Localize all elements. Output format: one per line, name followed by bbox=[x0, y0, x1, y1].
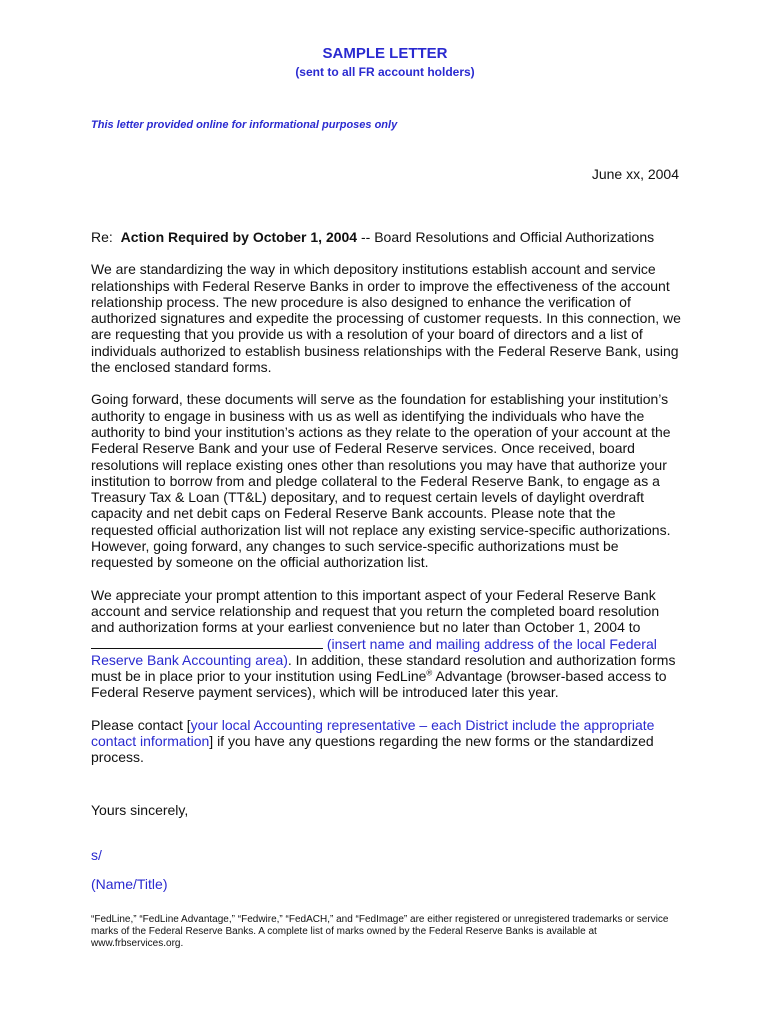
subject-line bbox=[91, 229, 681, 245]
paragraph-4-text-b: ] if you have any questions regarding the new forms or the standardized process. bbox=[91, 733, 654, 766]
paragraph-1: We are standardizing the way in which depository institutions establish account and service relationships with Federal Reserve Banks in order to improve the effectiveness of the account relationship process. The new procedure is also designed to enhance the verification of authorized signatures and expedite the processing of customer requests. In this connection, we are requesting that you provide us with a resolution of your board of directors and a list of individuals authorized to establish business relationships with the Federal Reserve Bank, using the enclosed standard forms. bbox=[91, 261, 681, 376]
re-prefix: Re: bbox=[91, 229, 113, 245]
paragraph-4-text-a: Please contact [ bbox=[91, 716, 191, 733]
re-subject: -- Board Resolutions and Official Authorizations bbox=[357, 229, 655, 245]
letter-subtitle: (sent to all FR account holders) bbox=[295, 65, 475, 79]
paragraph-2: Going forward, these documents will serve as the foundation for establishing your institution’s authority to engage in business with us as well as identifying the individuals who have the authority to bind your institution’s actions as they relate to the operation of your account at the Federal Reserve Bank and your use of Federal Reserve services. Once received, board resolutions will replace existing ones other than resolutions you may have that authorize your institution to borrow from and pledge collateral to the Federal Reserve Bank, to engage as a Treasury Tax & Loan (TT&L) depositary, and to request certain levels of daylight overdraft capacity and net debit caps on Federal Reserve Bank accounts. Please note that the requested official authorization list will not replace any existing service-specific authorizations. However, going forward, any changes to such service-specific authorizations must be requested by someone on the official authorization list. bbox=[91, 391, 671, 571]
letter-body bbox=[91, 229, 681, 782]
name-title: (Name/Title) bbox=[91, 876, 168, 892]
contact-placeholder: your local Accounting representative – each District include the appropriate contact information bbox=[91, 716, 655, 750]
closing: Yours sincerely, bbox=[91, 802, 189, 818]
paragraph-3-text-a: We appreciate your prompt attention to this important aspect of your Federal Reserve Bank account and service relationship and request that you return the completed board resolution and authorization forms at your earliest convenience but no later than October 1, 2004 to bbox=[91, 586, 660, 636]
signature: s/ bbox=[91, 847, 102, 863]
paragraph-3-text-c: Advantage (browser-based access to Federal Reserve payment services), which will be introduced later this year. bbox=[91, 668, 667, 701]
address-placeholder: (insert name and mailing address of the local Federal Reserve Bank Accounting area) bbox=[91, 635, 657, 668]
paragraph-3-text-b: . In addition, these standard resolution and authorization forms must be in place prior to your institution using FedLine bbox=[91, 651, 676, 685]
letter-date: June xx, 2004 bbox=[591, 166, 679, 182]
re-action-required: Action Required by October 1, 2004 bbox=[120, 229, 358, 245]
address-blank-line bbox=[91, 636, 323, 649]
paragraph-4 bbox=[91, 717, 681, 766]
trademark-footnote: “FedLine,” “FedLine Advantage,” “Fedwire,” “FedACH,” and “FedImage” are either registered or unregistered trademarks or service marks of the Federal Reserve Banks. A complete list of marks owned by the Federal Reserve Banks is available at www.frbservices.org. bbox=[91, 914, 669, 949]
letter-title: SAMPLE LETTER bbox=[322, 45, 448, 62]
registered-mark: ® bbox=[426, 668, 433, 678]
informational-notice: This letter provided online for informational purposes only bbox=[91, 119, 398, 131]
paragraph-3 bbox=[91, 587, 681, 701]
